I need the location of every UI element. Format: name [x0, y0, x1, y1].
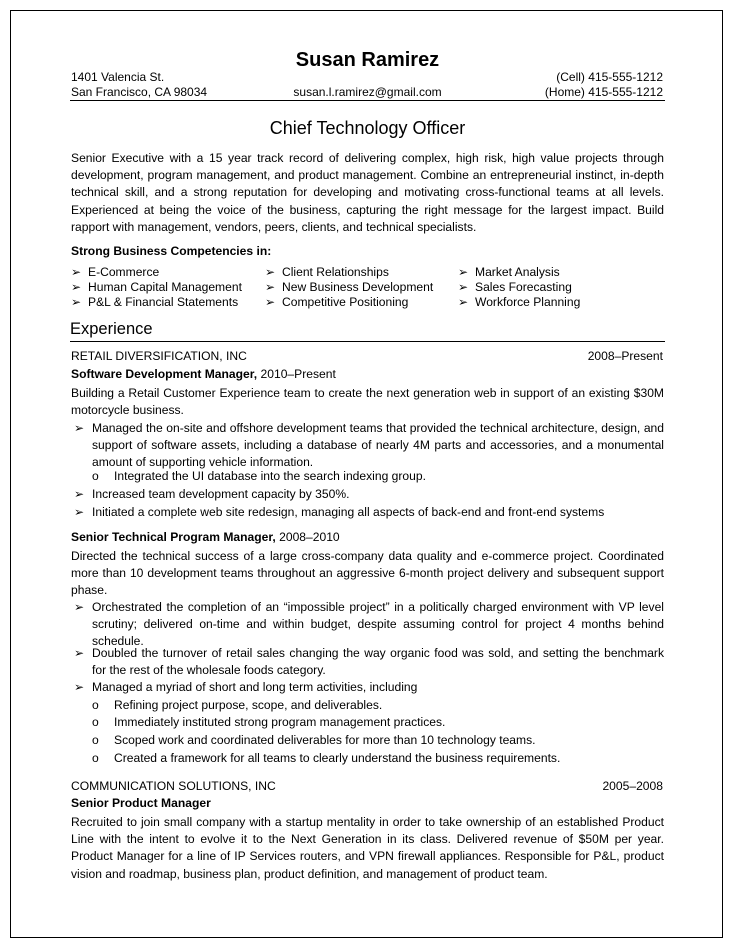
cell-phone: (Cell) 415-555-1212 — [556, 70, 663, 84]
role-dates: 2010–Present — [257, 367, 336, 381]
job-title: Chief Technology Officer — [269, 118, 466, 138]
role-title: Senior Product Manager — [71, 796, 211, 810]
professional-summary: Senior Executive with a 15 year track record of delivering complex, high risk, high value projects through development, program management, and product management. Combine an entrepreneurial instinct, in-depth technical skill, and a strong reputation for developing and motivating cross-functional teams at all levels. Experienced at being the voice of the business, capturing the right message for the largest impact. Build rapport with management, vendors, peers, clients, and technical specialists. — [71, 151, 664, 234]
competency-column-3 — [458, 265, 580, 310]
arrow-bullet-icon: ➢ — [74, 600, 85, 614]
arrow-bullet-icon: ➢ — [71, 280, 82, 294]
email-address: susan.l.ramirez@gmail.com — [293, 85, 442, 99]
role-heading — [71, 530, 340, 544]
address-line-1: 1401 Valencia St. — [71, 70, 165, 84]
role-title: Software Development Manager, — [71, 367, 258, 381]
bullet-text: Managed a myriad of short and long term activities, including — [92, 680, 418, 694]
list-item — [74, 599, 664, 651]
circle-bullet-icon: o — [92, 698, 99, 712]
arrow-bullet-icon: ➢ — [265, 265, 276, 279]
arrow-bullet-icon: ➢ — [74, 505, 85, 519]
address-line-2: San Francisco, CA 98034 — [71, 85, 208, 99]
circle-bullet-icon: o — [92, 469, 99, 483]
sub-list-item — [92, 732, 664, 749]
competencies-heading: Strong Business Competencies in: — [71, 244, 272, 258]
list-item — [74, 420, 664, 472]
employment-dates: 2005–2008 — [602, 779, 663, 793]
arrow-bullet-icon: ➢ — [74, 680, 85, 694]
arrow-bullet-icon: ➢ — [71, 295, 82, 309]
competency-item: ➢ New Business Development — [265, 280, 434, 294]
arrow-bullet-icon: ➢ — [265, 295, 276, 309]
list-item — [74, 679, 664, 696]
role-summary: Directed the technical success of a large cross-company data quality and e-commerce project. Coordinated more than 10 development teams throughout an aggressive 6-month project delivery and subsequent support phase. — [71, 549, 664, 598]
sub-list-item — [92, 714, 664, 731]
bullet-text: Managed the on-site and offshore development teams that provided the technical architecture, design, and support of software assets, including a database of nearly 4M parts and accessories, and a monumental amount of supporting vehicle information. — [92, 421, 664, 470]
competency-item: ➢ Sales Forecasting — [458, 280, 572, 294]
bullet-text: Doubled the turnover of retail sales changing the way organic food was sold, and setting the benchmark for the rest of the wholesale foods category. — [92, 646, 664, 678]
competency-item: ➢ Human Capital Management — [71, 280, 242, 294]
role-summary: Building a Retail Customer Experience team to create the next generation web in support of an existing $30M motorcycle business. — [71, 386, 664, 418]
sub-list-item — [92, 750, 664, 767]
role-title: Senior Technical Program Manager, — [71, 530, 276, 544]
competency-column-2 — [265, 265, 433, 310]
bullet-text: Initiated a complete web site redesign, managing all aspects of back-end and front-end systems — [92, 505, 605, 519]
experience-rule — [70, 341, 665, 342]
role-dates: 2008–2010 — [275, 530, 340, 544]
circle-bullet-icon: o — [92, 751, 99, 765]
role-summary: Recruited to join small company with a startup mentality in order to take ownership of an established Product Line with the intent to evolve it to the Next Generation in its class. Delivered revenue of $50M per year. Product Manager for a line of IP Services routers, and VPN firewall appliances. Responsible for P&L, product vision and roadmap, business plan, product definition, and management of product team. — [71, 815, 664, 881]
sub-list-item — [92, 468, 664, 485]
arrow-bullet-icon: ➢ — [71, 265, 82, 279]
competency-item: ➢ Market Analysis — [458, 265, 560, 279]
section-heading-experience: Experience — [70, 320, 153, 338]
company-name: COMMUNICATION SOLUTIONS, INC — [71, 779, 276, 793]
competency-item: ➢ Competitive Positioning — [265, 295, 409, 309]
sub-bullet-text: Integrated the UI database into the search indexing group. — [114, 469, 426, 483]
competency-item: ➢ E-Commerce — [71, 265, 160, 279]
sub-bullet-text: Created a framework for all teams to clearly understand the business requirements. — [114, 751, 561, 765]
list-item — [74, 645, 664, 679]
list-item — [74, 486, 664, 503]
sub-bullet-text: Scoped work and coordinated deliverables for more than 10 technology teams. — [114, 733, 536, 747]
sub-list-item — [92, 697, 664, 714]
candidate-name: Susan Ramirez — [295, 49, 440, 71]
sub-bullet-text: Refining project purpose, scope, and deliverables. — [114, 698, 383, 712]
competency-column-1 — [71, 265, 242, 310]
role-heading — [71, 367, 336, 381]
employment-dates: 2008–Present — [587, 349, 663, 363]
arrow-bullet-icon: ➢ — [74, 487, 85, 501]
arrow-bullet-icon: ➢ — [74, 646, 85, 660]
competency-item: ➢ Client Relationships — [265, 265, 389, 279]
home-phone: (Home) 415-555-1212 — [544, 85, 663, 99]
arrow-bullet-icon: ➢ — [458, 295, 469, 309]
arrow-bullet-icon: ➢ — [74, 421, 85, 435]
bullet-text: Increased team development capacity by 350%. — [92, 487, 350, 501]
arrow-bullet-icon: ➢ — [458, 265, 469, 279]
competency-item: ➢ Workforce Planning — [458, 295, 581, 309]
company-name: RETAIL DIVERSIFICATION, INC — [71, 349, 247, 363]
circle-bullet-icon: o — [92, 715, 99, 729]
circle-bullet-icon: o — [92, 733, 99, 747]
bullet-text: Orchestrated the completion of an “impossible project” in a politically charged environment with VP level scrutiny; delivered on-time and within budget, despite assuming control for project 4 months behind schedule. — [92, 600, 664, 649]
arrow-bullet-icon: ➢ — [458, 280, 469, 294]
competency-item: ➢ P&L & Financial Statements — [71, 295, 239, 309]
header-rule — [70, 100, 665, 101]
sub-bullet-text: Immediately instituted strong program management practices. — [114, 715, 446, 729]
arrow-bullet-icon: ➢ — [265, 280, 276, 294]
list-item — [74, 504, 664, 521]
